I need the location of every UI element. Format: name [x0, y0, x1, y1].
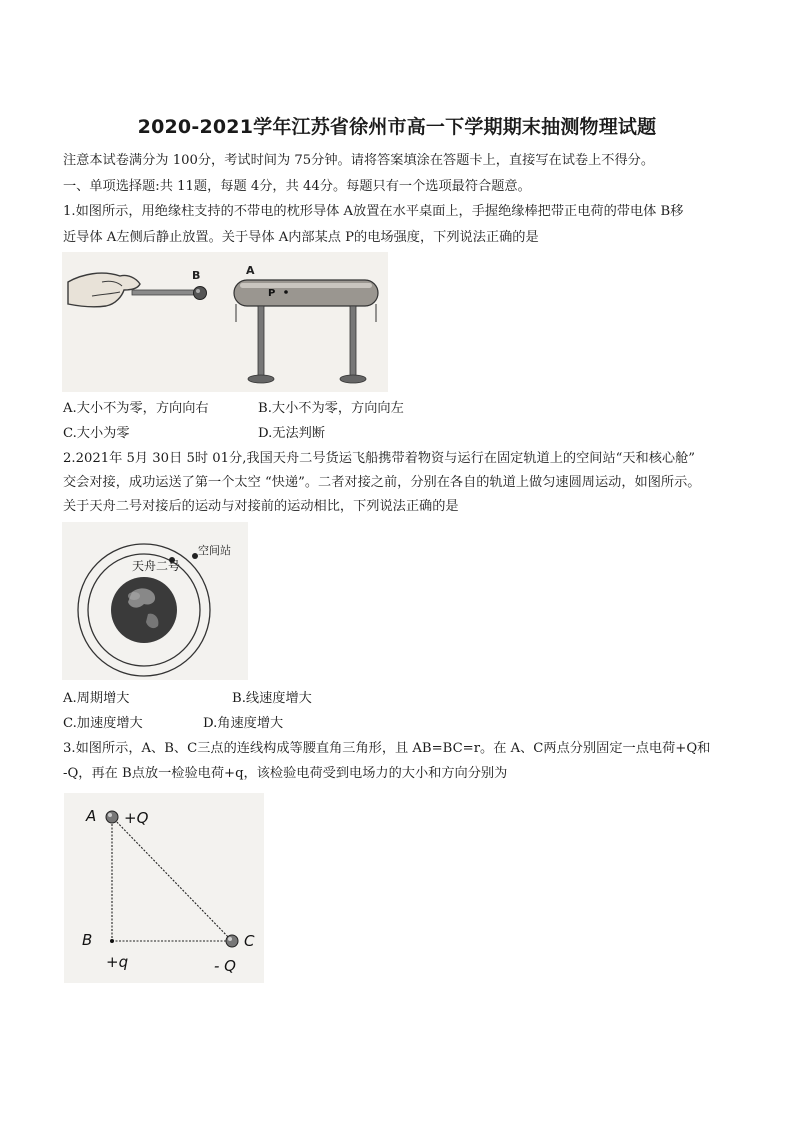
label-tianzhou: 天舟二号: [132, 559, 181, 573]
q1-text-line2: 近导体 A左侧后静止放置。关于导体 A内部某点 P的电场强度，下列说法正确的是: [63, 230, 539, 245]
charge-c: [226, 935, 238, 947]
q2-text-line1: 2.2021年 5月 30日 5时 01分,我国天舟二号货运飞船携带着物资与运行在固定轨道上的空间站“天和核心舱”: [63, 451, 696, 466]
q3-text-line1: 3.如图所示，A、B、C三点的连线构成等腰直角三角形，且 AB=BC=r。在 A、C两点分别固定一点电荷+Q和: [63, 741, 711, 756]
section-heading: 一、单项选择题:共 11题，每题 4分，共 44分。每题只有一个选项最符合题意。: [63, 179, 531, 194]
charge-a: [106, 811, 118, 823]
q2-figure: [62, 522, 248, 680]
q2-option-a[interactable]: A.周期增大: [63, 691, 130, 706]
q2-option-b[interactable]: B.线速度增大: [232, 691, 312, 706]
exam-notice: 注意本试卷满分为 100分，考试时间为 75分钟。请将答案填涂在答题卡上，直接写在试卷上不得分。: [63, 153, 655, 168]
q1-figure: [62, 252, 388, 392]
charged-body-b: [194, 287, 207, 300]
label-a: A: [86, 807, 97, 825]
label-space-station: 空间站: [198, 544, 231, 557]
q1-text-line1: 1.如图所示，用绝缘柱支持的不带电的枕形导体 A放置在水平桌面上，手握绝缘棒把带正电荷的带电体 B移: [63, 204, 684, 219]
q1-option-d[interactable]: D.无法判断: [258, 426, 326, 441]
q3-figure: [64, 793, 264, 983]
label-a: A: [246, 264, 255, 277]
q2-text-line2: 交会对接，成功运送了第一个太空 “快递”。二者对接之前，分别在各自的轨道上做匀速圆周运动，如图所示。: [63, 475, 701, 490]
label-c-charge: - Q: [214, 957, 236, 975]
label-b-charge: +q: [106, 953, 129, 971]
label-a-charge: +Q: [124, 809, 149, 827]
insulating-pillar-left: [258, 306, 264, 376]
q3-text-line2: -Q，再在 B点放一检验电荷+q，该检验电荷受到电场力的大小和方向分别为: [63, 766, 508, 781]
label-b: B: [82, 931, 93, 949]
q2-option-d[interactable]: D.角速度增大: [203, 716, 284, 731]
label-c: C: [244, 932, 255, 950]
point-p: [284, 290, 288, 294]
label-p: P: [268, 288, 276, 299]
q2-option-c[interactable]: C.加速度增大: [63, 716, 143, 731]
charge-b: [110, 939, 114, 943]
q1-option-a[interactable]: A.大小不为零，方向向右: [63, 401, 209, 416]
page-title: 2020-2021学年江苏省徐州市高一下学期期末抽测物理试题: [137, 116, 657, 138]
q2-text-line3: 关于天舟二号对接后的运动与对接前的运动相比，下列说法正确的是: [63, 499, 459, 514]
insulating-rod: [132, 290, 196, 295]
earth-image: [111, 577, 177, 643]
label-b: B: [192, 269, 201, 282]
q1-option-b[interactable]: B.大小不为零，方向向左: [258, 401, 404, 416]
q1-option-c[interactable]: C.大小为零: [63, 426, 130, 441]
insulating-pillar-right: [350, 306, 356, 376]
